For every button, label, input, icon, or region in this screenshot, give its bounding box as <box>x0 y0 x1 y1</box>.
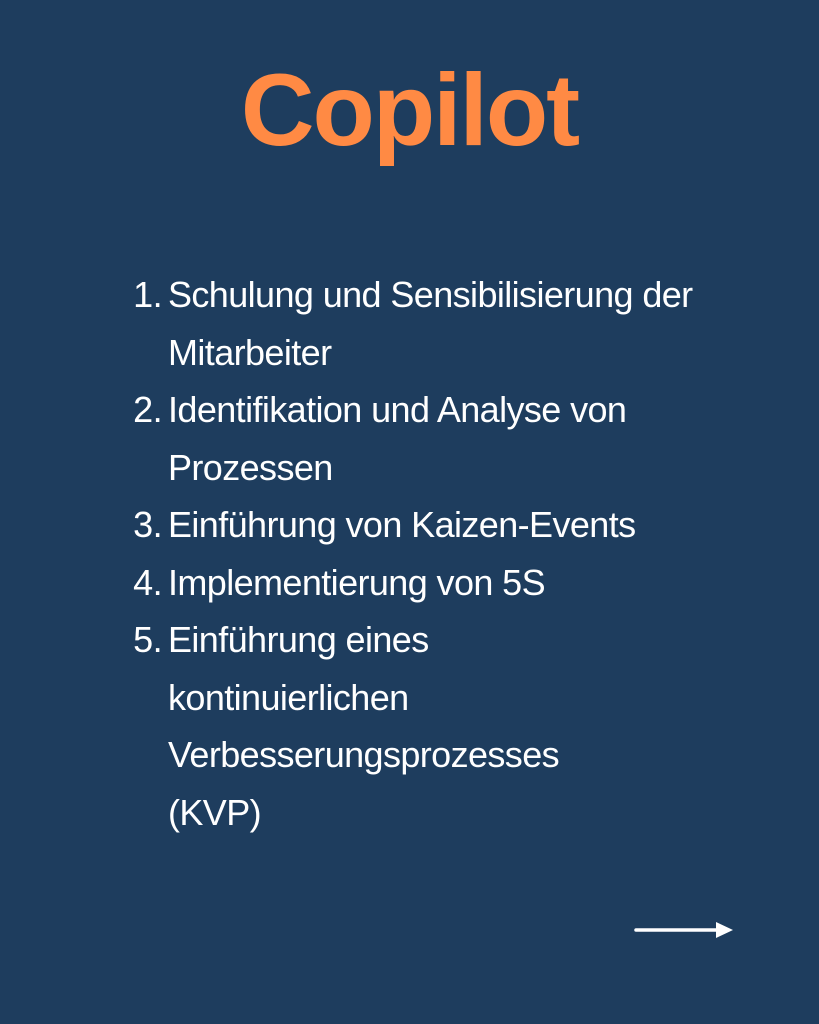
step-number: 5. <box>133 619 162 660</box>
list-item <box>124 611 744 841</box>
page-title: Copilot <box>240 53 579 167</box>
steps-list <box>124 266 744 841</box>
list-item <box>124 496 744 554</box>
step-text: Identifikation und Analyse von Prozessen <box>168 389 627 488</box>
list-item <box>124 266 744 381</box>
list-item <box>124 381 744 496</box>
step-text: Implementierung von 5S <box>168 561 546 603</box>
next-button[interactable] <box>634 918 734 942</box>
step-number: 1. <box>133 274 162 315</box>
list-item <box>124 554 744 612</box>
step-number: 2. <box>133 389 162 430</box>
step-number: 4. <box>133 561 162 603</box>
arrow-right-icon <box>634 918 734 942</box>
step-number: 3. <box>133 504 162 545</box>
step-text: Einführung eines kontinuierlichen Verbesserungsprozesses (KVP) <box>168 619 560 833</box>
step-text: Einführung von Kaizen-Events <box>168 504 636 545</box>
step-text: Schulung und Sensibilisierung der Mitarbeiter <box>168 274 693 373</box>
